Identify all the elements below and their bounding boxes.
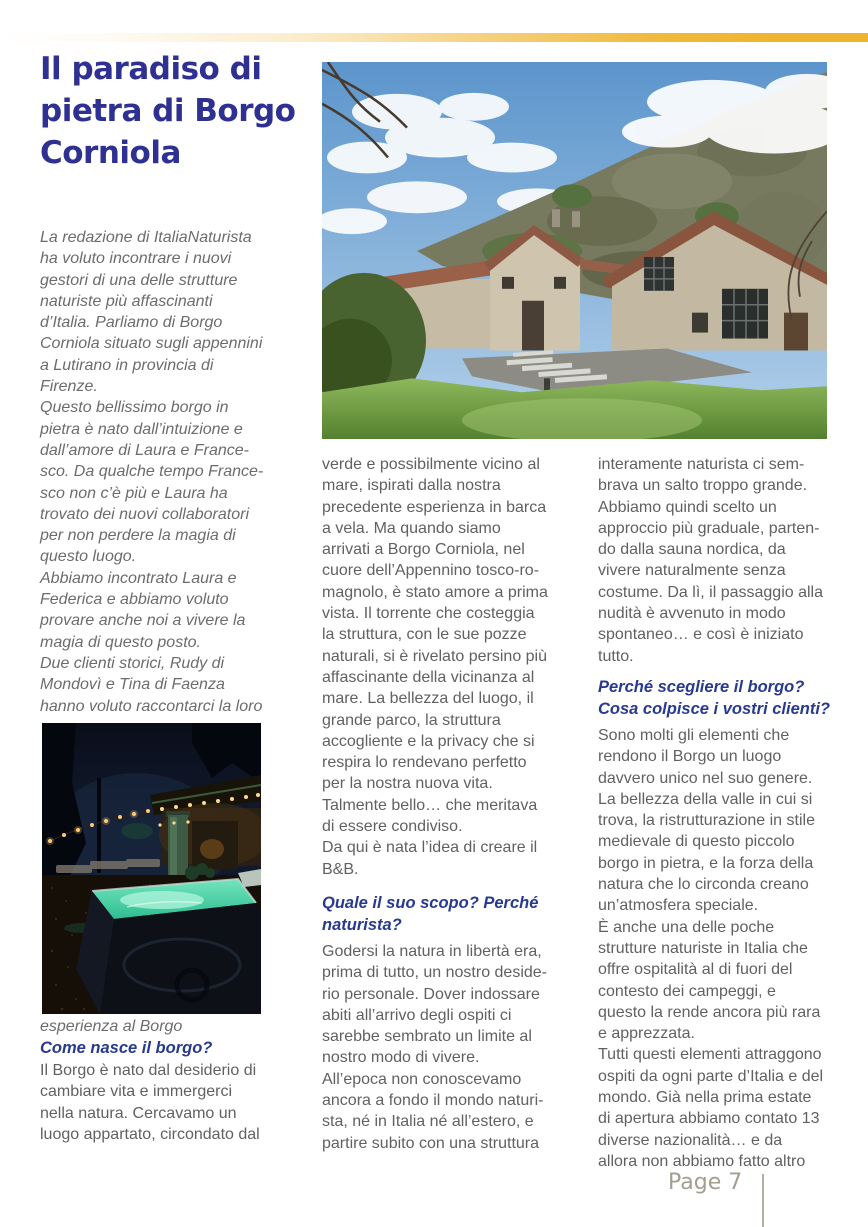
section-heading-perche-scegliere: Perché scegliere il borgo? Cosa colpisce i vostri clienti? <box>598 678 830 718</box>
section-heading-come-nasce: Come nasce il borgo? <box>40 1039 213 1057</box>
intro-paragraph: La redazione di ItaliaNaturista ha voluto incontrare i nuovi gestori di una delle strutture naturiste più affascinanti d’Italia. Parliamo di Borgo Corniola situato sugli appennini a Lutirano in provincia di Firenze. Questo bellissimo borgo in pietra è nato dall’intuizione e dall’amore di Laura e France- sco. Da qualche tempo France- sco non c’è più e Laura ha trovato dei nuovi collaboratori per non perdere la magia di questo luogo. Abbiamo incontrato Laura e Federica e abbiamo voluto provare anche noi a vivere la magia di questo posto. Due clienti storici, Rudy di Mondovì e Tina di Faenza hanno voluto raccontarci la loro <box>40 229 264 715</box>
article-title: Il paradiso di pietra di Borgo Corniola <box>40 51 296 171</box>
right-column-paragraph-2: Sono molti gli elementi che rendono il Borgo un luogo davvero unico nel suo genere. La bellezza della valle in cui si trova, la ristrutturazione in stile medievale di questo piccolo borgo in pietra, e la forza della natura che lo circonda creano un’atmosfera speciale. È anche una delle poche strutture naturiste in Italia che offre ospitalità al di fuori del contesto dei campeggi, e questo la rende ancora più rara e apprezzata. Tutti questi elementi attraggono ospiti da ogni parte d’Italia e del mondo. Già nella prima estate di apertura abbiamo contato 13 diverse nazionalità… e da allora non abbiamo fatto altro <box>598 727 824 1170</box>
page-number: Page 7 <box>668 1170 743 1195</box>
middle-column-paragraph-1: verde e possibilmente vicino al mare, ispirati dalla nostra precedente esperienza in barca a vela. Ma quando siamo arrivati a Borgo Corniola, nel cuore dell’Appennino tosco-ro- magnolo, è stato amore a prima vista. Il torrente che costeggia la struttura, con le sue pozze naturali, si è rivelato persino più affascinante della vicinanza al mare. La bellezza del luogo, il grande parco, la struttura accogliente e la privacy che si respira lo rendevano perfetto per la nostra nuova vita. Talmente bello… che meritava di essere condiviso. Da qui è nata l’idea di creare il B&B. <box>322 456 548 878</box>
footer-divider <box>762 1174 764 1227</box>
middle-column-paragraph-2: Godersi la natura in libertà era, prima di tutto, un nostro deside- rio personale. Dover indossare abiti all’arrivo degli ospiti ci sarebbe sembrato un limite al nostro modo di vivere. All’epoca non conoscevamo ancora a fondo il mondo naturi- sta, né in Italia né all’estero, e partire subito con una struttura <box>322 943 548 1152</box>
main-photo <box>322 62 827 439</box>
section-heading-quale-scopo: Quale il suo scopo? Perché naturista? <box>322 894 539 934</box>
left-column-body: Il Borgo è nato dal desiderio di cambiare vita e immergerci nella natura. Cercavamo un luogo appartato, circondato dal <box>40 1062 260 1143</box>
night-photo <box>42 723 261 1014</box>
night-photo-caption: esperienza al Borgo <box>40 1018 183 1035</box>
right-column-paragraph-1: interamente naturista ci sem- brava un salto troppo grande. Abbiamo quindi scelto un approccio più graduale, parten- do dalla sauna nordica, da vivere naturalmente senza costume. Da lì, il passaggio alla nudità è avvenuto in modo spontaneo… e così è iniziato tutto. <box>598 456 823 665</box>
top-accent-bar <box>0 33 868 42</box>
